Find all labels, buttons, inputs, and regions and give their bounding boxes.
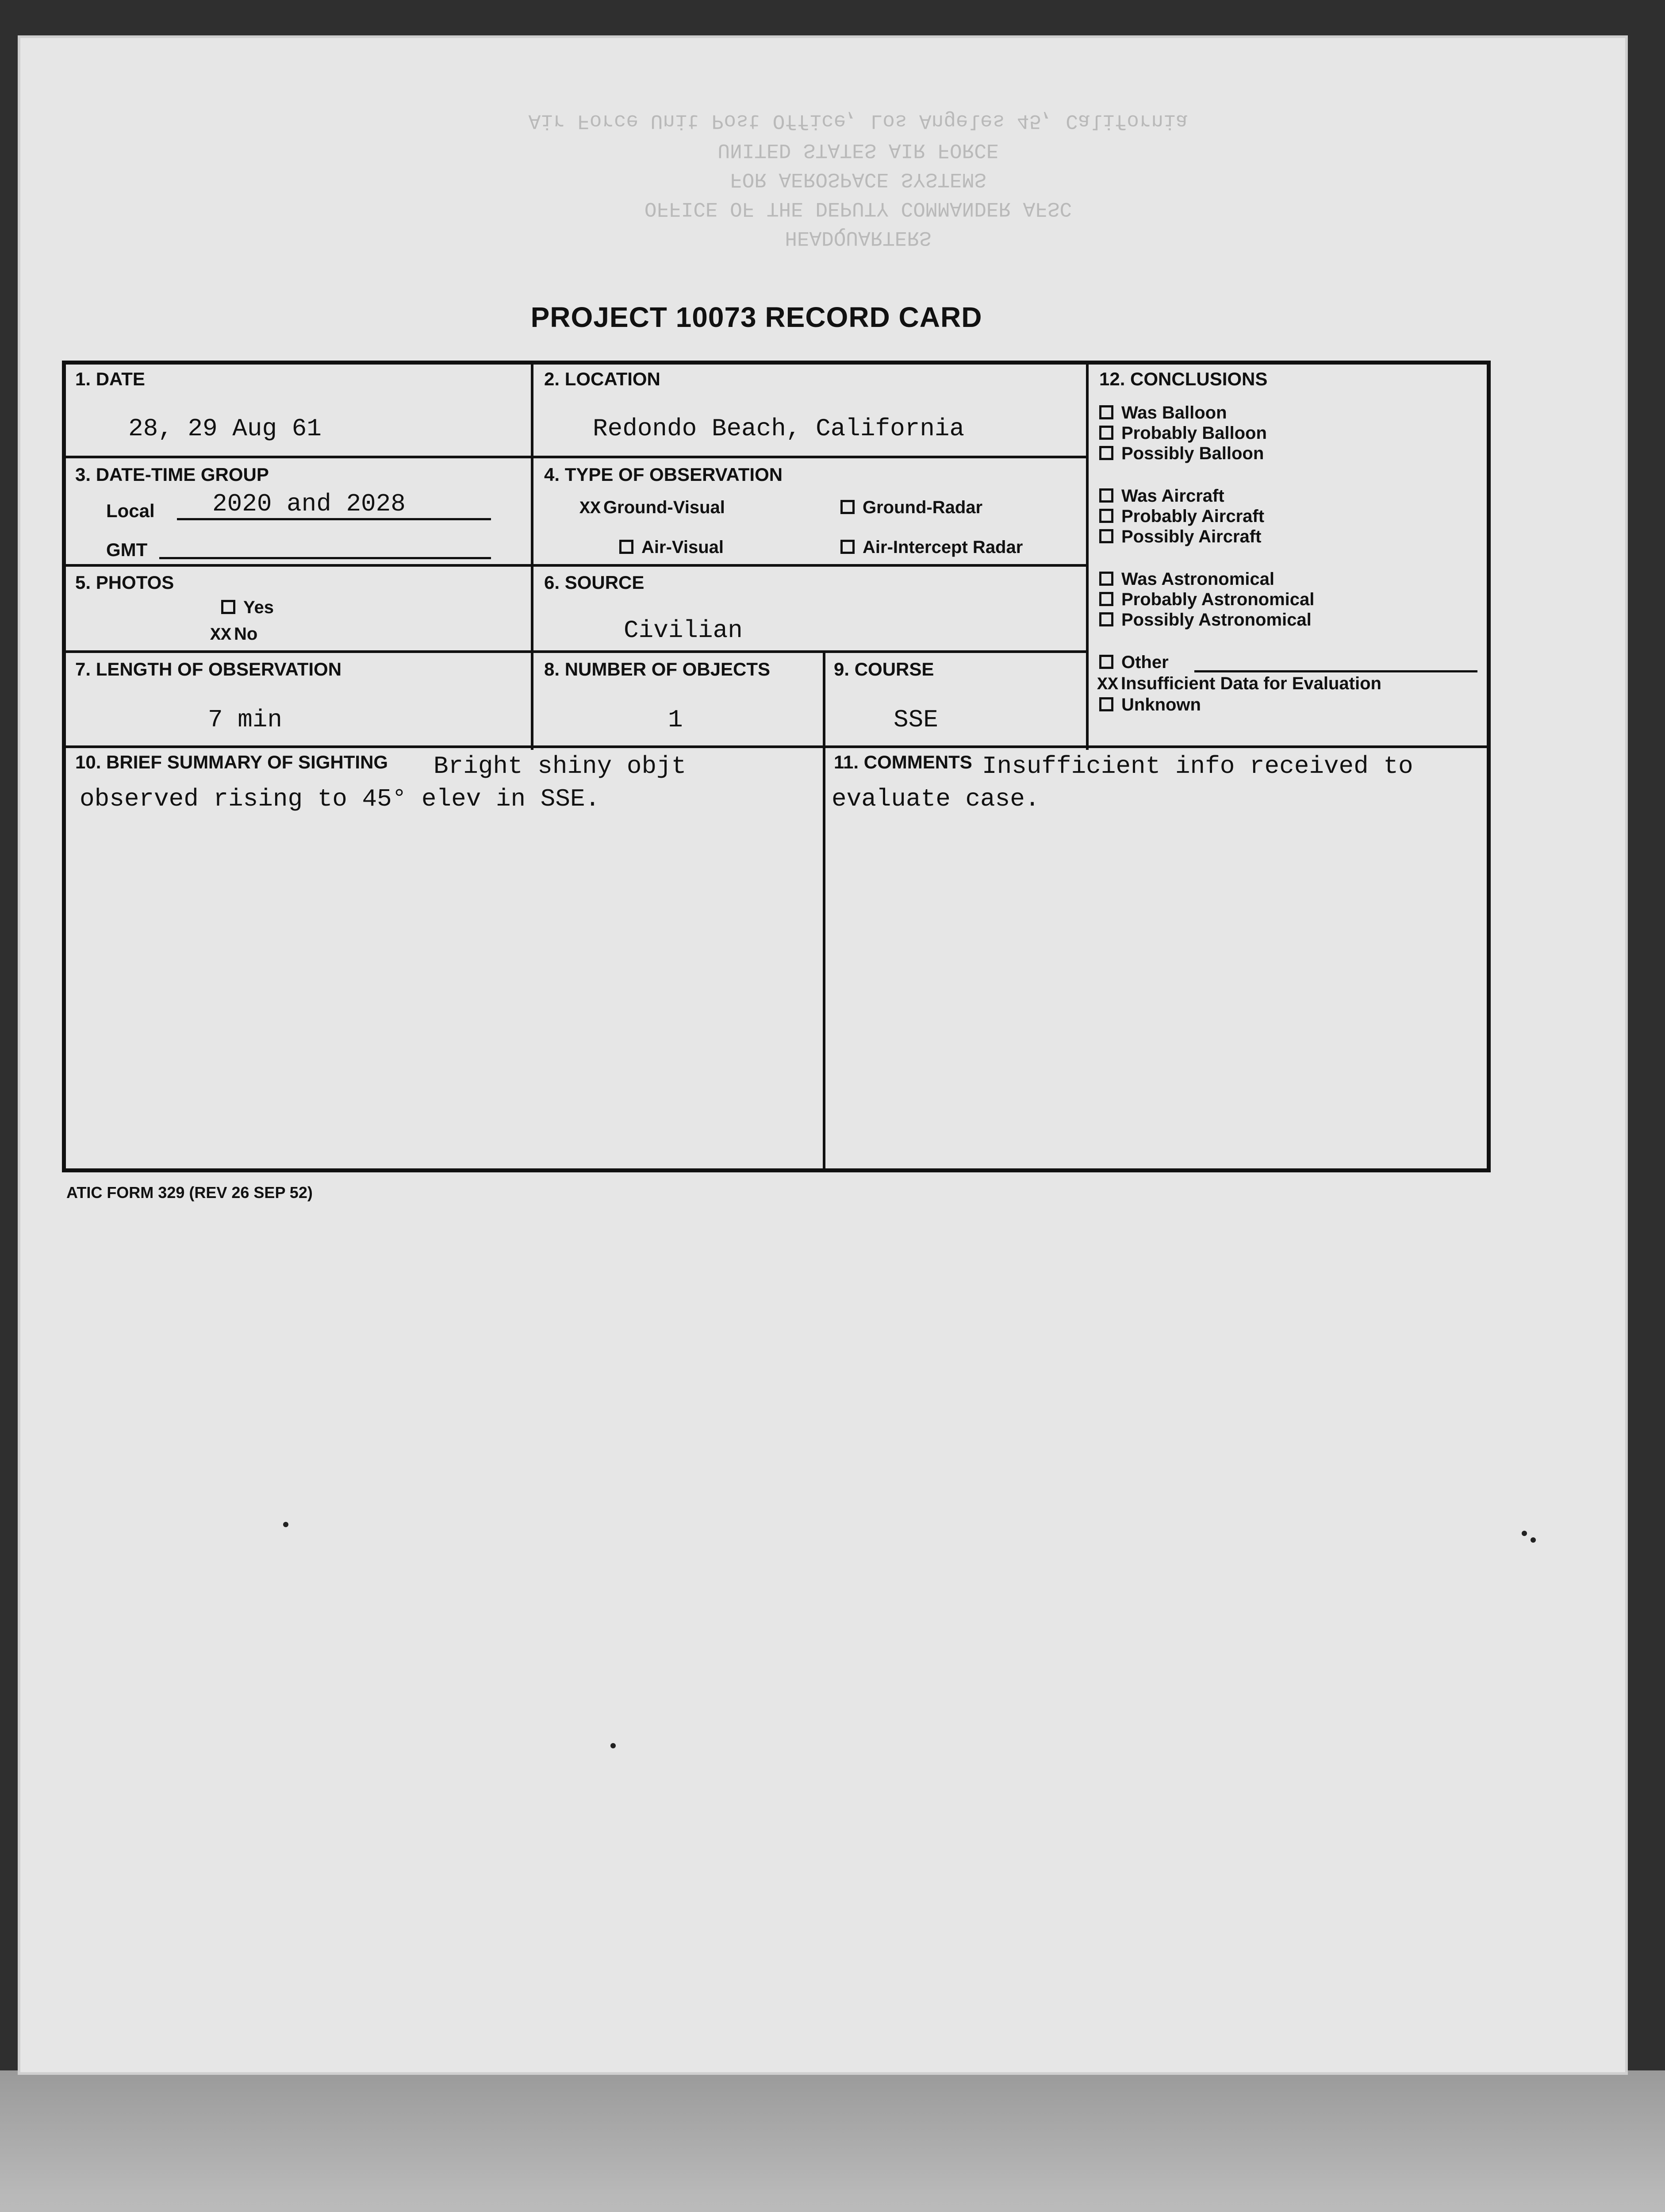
option-ground-visual: XX Ground-Visual	[579, 498, 725, 519]
other-underline	[1194, 670, 1477, 672]
location-label: 2. LOCATION	[544, 369, 660, 389]
conclusion-possibly-astronomical: Possibly Astronomical	[1099, 610, 1312, 630]
gmt-underline	[159, 557, 491, 559]
scan-speck	[283, 1522, 288, 1527]
rule	[62, 564, 1087, 567]
length-of-observation-value: 7 min	[208, 706, 283, 734]
conclusion-was-aircraft: Was Aircraft	[1099, 486, 1224, 506]
conclusion-probably-aircraft: Probably Aircraft	[1099, 507, 1264, 526]
course-value: SSE	[894, 706, 938, 734]
rule	[62, 456, 1087, 458]
option-photos-yes: Yes	[221, 598, 274, 618]
show-through-letterhead: HEADQUARTERS OFFICE OF THE DEPUTY COMMANDER AFSC FOR AEROSPACE SYSTEMS UNITED STATES AIR FORCE Air Force Unit Post Office, Los Angeles 45, California	[528, 109, 1188, 249]
checkbox-icon	[619, 540, 633, 554]
comments-value: Insufficient info received to evaluate case.	[832, 752, 1413, 813]
record-card-form	[62, 361, 1491, 1172]
option-photos-no: XX No	[210, 624, 258, 645]
scan-background	[0, 2070, 1665, 2212]
form-title: PROJECT 10073 RECORD CARD	[530, 301, 982, 333]
comments-label: 11. COMMENTS	[834, 752, 972, 772]
scan-speck	[1531, 1537, 1536, 1543]
source-value: Civilian	[624, 616, 743, 645]
rule	[62, 745, 1491, 748]
number-of-objects-value: 1	[668, 706, 683, 734]
local-label: Local	[106, 500, 155, 521]
checkbox-icon	[1099, 572, 1113, 586]
photos-label: 5. PHOTOS	[75, 572, 174, 593]
brief-summary-value: Bright shiny objt observed rising to 45° elev in SSE.	[80, 752, 687, 813]
conclusion-insufficient-data: XX Insufficient Data for Evaluation	[1097, 674, 1381, 695]
local-time-value: 2020 and 2028	[212, 490, 406, 518]
conclusion-probably-astronomical: Probably Astronomical	[1099, 590, 1314, 610]
number-of-objects-label: 8. NUMBER OF OBJECTS	[544, 659, 771, 680]
local-underline	[177, 518, 491, 520]
checkbox-icon	[1099, 426, 1113, 440]
conclusion-other: Other	[1099, 653, 1169, 672]
source-label: 6. SOURCE	[544, 572, 645, 593]
checkbox-icon	[1099, 529, 1113, 543]
length-of-observation-label: 7. LENGTH OF OBSERVATION	[75, 659, 342, 680]
scan-speck	[610, 1743, 616, 1748]
date-value: 28, 29 Aug 61	[128, 415, 322, 443]
check-mark: XX	[1097, 675, 1119, 695]
conclusion-possibly-aircraft: Possibly Aircraft	[1099, 527, 1261, 547]
gmt-label: GMT	[106, 539, 148, 560]
check-mark: XX	[210, 626, 232, 645]
checkbox-icon	[1099, 655, 1113, 669]
rule	[1086, 361, 1089, 750]
conclusions-label: 12. CONCLUSIONS	[1099, 369, 1268, 389]
option-air-intercept-radar: Air-Intercept Radar	[840, 538, 1023, 557]
check-mark: XX	[579, 499, 601, 519]
checkbox-icon	[1099, 612, 1113, 626]
course-label: 9. COURSE	[834, 659, 934, 680]
conclusion-possibly-balloon: Possibly Balloon	[1099, 444, 1264, 464]
conclusion-was-balloon: Was Balloon	[1099, 403, 1227, 423]
form-number-footer: ATIC FORM 329 (REV 26 SEP 52)	[66, 1183, 313, 1202]
rule	[531, 361, 533, 750]
brief-summary-label: 10. BRIEF SUMMARY OF SIGHTING	[75, 752, 388, 772]
conclusion-probably-balloon: Probably Balloon	[1099, 423, 1267, 443]
checkbox-icon	[221, 600, 235, 614]
checkbox-icon	[840, 540, 855, 554]
checkbox-icon	[1099, 446, 1113, 460]
checkbox-icon	[1099, 592, 1113, 606]
option-air-visual: Air-Visual	[619, 538, 724, 557]
rule	[62, 650, 1087, 653]
conclusion-unknown: Unknown	[1099, 695, 1201, 715]
checkbox-icon	[840, 500, 855, 514]
conclusion-was-astronomical: Was Astronomical	[1099, 569, 1274, 589]
checkbox-icon	[1099, 405, 1113, 419]
location-value: Redondo Beach, California	[593, 415, 965, 443]
checkbox-icon	[1099, 488, 1113, 503]
date-time-group-label: 3. DATE-TIME GROUP	[75, 464, 269, 485]
rule	[823, 650, 825, 1172]
option-ground-radar: Ground-Radar	[840, 498, 982, 518]
checkbox-icon	[1099, 697, 1113, 711]
date-label: 1. DATE	[75, 369, 145, 389]
record-card-sheet	[18, 35, 1628, 2075]
type-of-observation-label: 4. TYPE OF OBSERVATION	[544, 464, 783, 485]
checkbox-icon	[1099, 509, 1113, 523]
scan-speck	[1522, 1531, 1527, 1536]
